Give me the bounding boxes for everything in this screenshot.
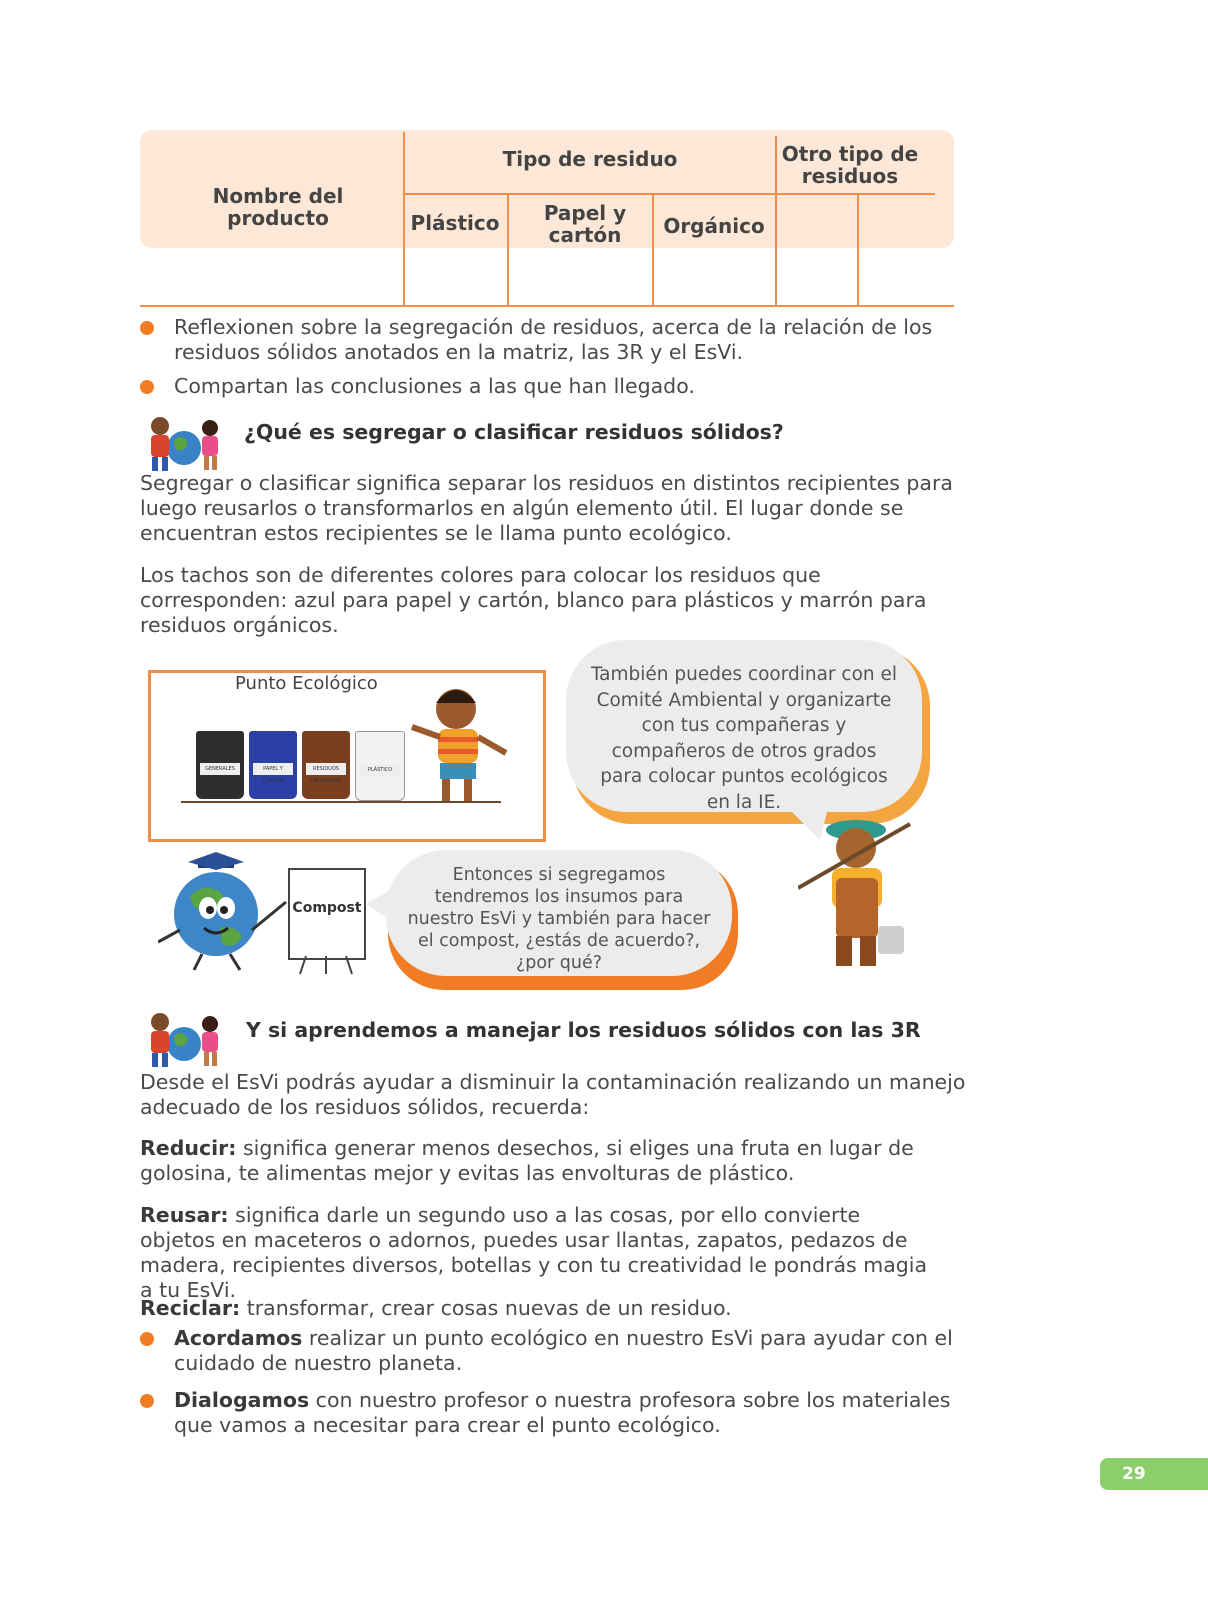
eco-point-figure [148,670,546,842]
page-number: 29 [1100,1458,1208,1490]
bullet-dot [140,1332,154,1346]
paragraph-reducir: Reducir: significa generar menos desechos, si eliges una fruta en lugar de golosina, te alimentas mejor y evitas las envolturas de plástico. [140,1136,914,1185]
bin-papel-carton: PAPEL Y CARTÓN [249,731,297,799]
farmer-illustration [798,808,928,988]
bullet-dot [140,1394,154,1408]
boy-recycling-illustration [406,681,516,809]
speech-bubble-compost: Entonces si segregamos tendremos los insumos para nuestro EsVi y también para hacer el compost, ¿estás de acuerdo?, ¿por qué? [386,850,732,976]
bullet-reflexionen: Reflexionen sobre la segregación de residuos, acerca de la relación de los residuos sólidos anotados en la matriz, las 3R y el EsVi. [174,315,933,364]
paragraph-segregar: Segregar o clasificar significa separar los residuos en distintos recipientes para luego reusarlos o transformarlos en algún elemento útil. El lugar donde se encuentran estos recipientes se le llama punto ecológico. [140,471,953,545]
compost-board [288,868,366,960]
bin-organicos: RESIDUOS ORGÁNICOS [302,731,350,799]
board-easel-legs [296,956,356,976]
other-residue-header: Otro tipo de residuos [781,142,919,188]
paragraph-tachos: Los tachos son de diferentes colores para colocar los residuos que corresponden: azul para papel y cartón, blanco para plásticos y marrón para residuos orgánicos. [140,563,927,637]
table-divider [775,136,777,306]
product-header: Nombre del producto [212,184,344,230]
table-divider [403,193,935,195]
globe-mascot-illustration [158,852,288,976]
paragraph-reusar: Reusar: significa darle un segundo uso a las cosas, por ello convierte objetos en maceteros o adornos, puedes usar llantas, zapatos, pedazos de madera, recipientes diversos, botellas y con tu creatividad le pondrás magia a tu EsVi. [140,1203,928,1302]
table-divider [507,195,509,306]
table-divider [857,195,859,306]
paragraph-esvi-intro: Desde el EsVi podrás ayudar a disminuir la contaminación realizando un manejo adecuado de los residuos sólidos, recuerda: [140,1070,966,1119]
column-organico: Orgánico [663,214,765,238]
bullet-dot [140,321,154,335]
bullet-compartan: Compartan las conclusiones a las que han llegado. [174,374,695,398]
speech-bubble-comite: También puedes coordinar con el Comité Ambiental y organizarte con tus compañeras y compañeros de otros grados para colocar puntos ecológicos en la IE. [566,640,922,812]
paragraph-reciclar: Reciclar: transformar, crear cosas nuevas de un residuo. [140,1296,732,1320]
bullet-dot [140,380,154,394]
compost-label: Compost [292,900,362,916]
eco-point-title: Punto Ecológico [235,673,378,694]
bullet-acordamos: Acordamos realizar un punto ecológico en nuestro EsVi para ayudar con el cuidado de nuestro planeta. [174,1326,953,1375]
section-heading-3r: Y si aprendemos a manejar los residuos sólidos con las 3R [246,1018,921,1042]
children-globe-icon [138,1006,230,1072]
residue-type-header: Tipo de residuo [502,147,678,171]
section-heading-segregar: ¿Qué es segregar o clasificar residuos sólidos? [244,420,784,444]
column-plastico: Plástico [410,211,500,235]
table-bottom-border [140,305,954,307]
bullet-dialogamos: Dialogamos con nuestro profesor o nuestra profesora sobre los materiales que vamos a necesitar para crear el punto ecológico. [174,1388,951,1437]
column-papel-carton: Papel y cartón [543,201,627,247]
bin-plastico: PLÁSTICO [355,731,405,801]
table-divider [652,195,654,306]
bin-generales: GENERALES [196,731,244,799]
children-globe-icon [138,410,230,476]
